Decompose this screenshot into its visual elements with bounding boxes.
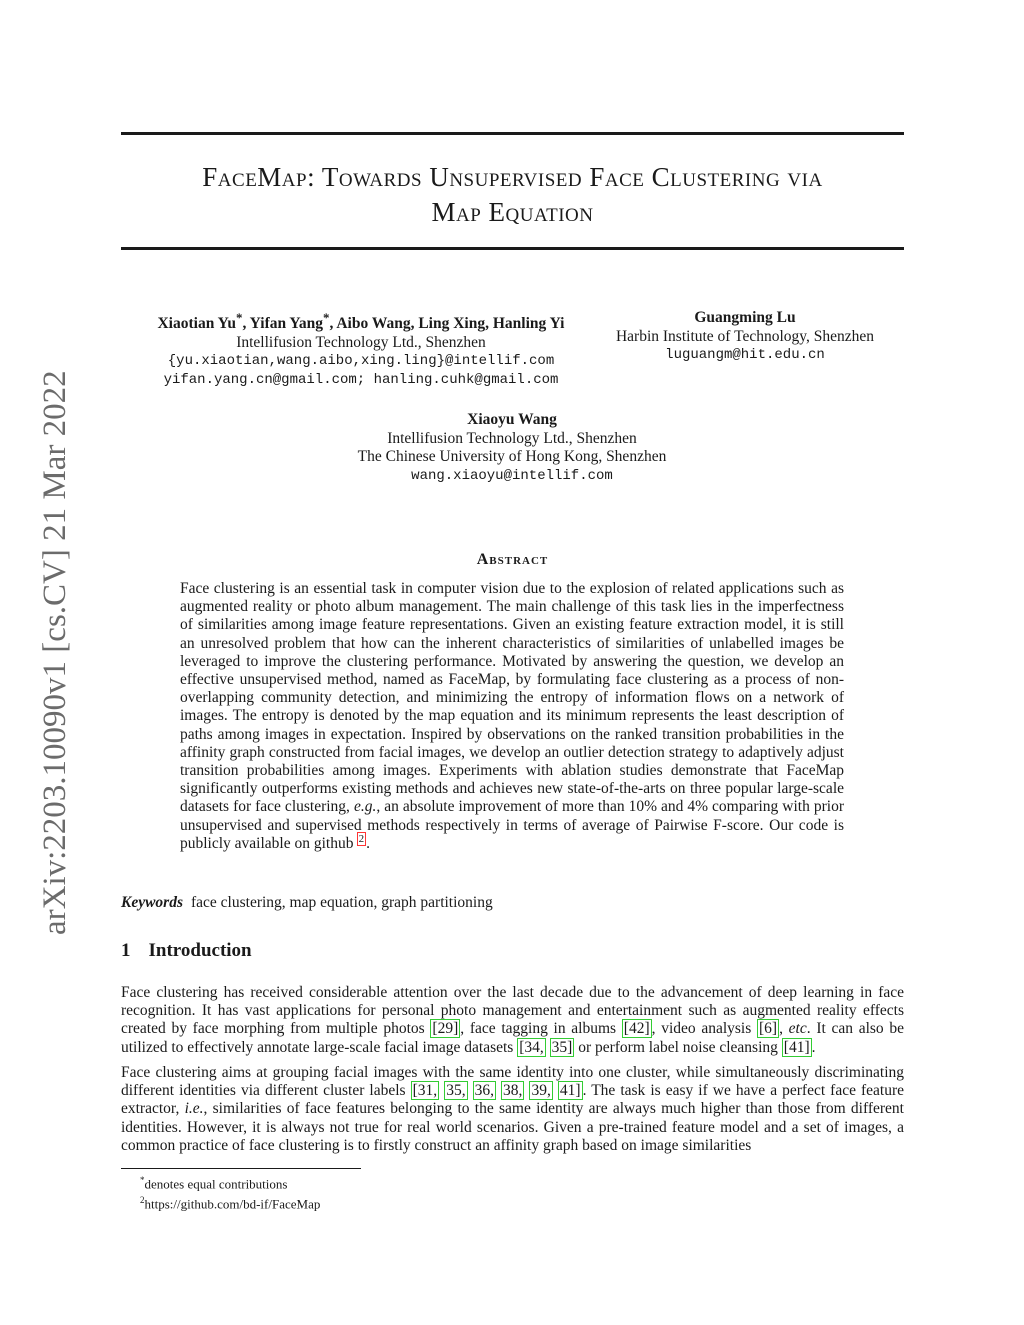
author-email[interactable]: wang.xiaoyu@intellif.com: [411, 467, 613, 484]
abstract-heading: [121, 551, 904, 569]
section-heading-introduction: [121, 940, 252, 962]
author-group-3: [300, 411, 724, 485]
keywords-list: face clustering, map equation, graph partitioning: [191, 894, 493, 911]
author-affiliation: Intellifusion Technology Ltd., Shenzhen: [236, 333, 486, 351]
author-name: ,: [242, 315, 250, 333]
paragraph-text: . The task is easy if we have a perfect face feature extractor,: [121, 1082, 905, 1118]
citation-link[interactable]: 36,: [474, 1082, 494, 1100]
footnotes: [140, 1172, 320, 1213]
paragraph-text: , face tagging in albums: [460, 1020, 622, 1038]
footnote-2: [140, 1192, 320, 1212]
paragraph-text: , video analysis: [651, 1020, 757, 1038]
citation-link[interactable]: 39,: [531, 1082, 551, 1100]
author-names-1: Xiaotian Yu*, Yifan Yang*, Aibo Wang, Ling Xing, Hanling Yi: [157, 310, 565, 333]
keywords-line: [121, 894, 904, 912]
section-title: Introduction: [148, 940, 252, 961]
author-affiliation: Harbin Institute of Technology, Shenzhen: [615, 327, 875, 345]
citation-link[interactable]: [34,: [519, 1038, 544, 1056]
author-affiliation: The Chinese University of Hong Kong, Shenzhen: [357, 448, 667, 465]
abstract-eg: e.g.: [353, 798, 377, 816]
citation-link[interactable]: 35,: [446, 1082, 466, 1100]
paragraph-text: Face clustering aims at grouping facial images with the same identity into one cluster, while simultaneously discriminating different identities via different cluster labels: [121, 1064, 904, 1100]
author-email[interactable]: yifan.yang.cn@gmail.com; hanling.cuhk@gmail.com: [163, 371, 559, 388]
abstract-body: [180, 580, 844, 853]
keywords-label: Keywords: [121, 894, 183, 911]
title-bottom-rule: [121, 247, 904, 250]
paper-title: [121, 160, 904, 230]
citation-link[interactable]: [41]: [783, 1038, 810, 1056]
title-line-1: FaceMap: Towards Unsupervised Face Clustering via: [202, 162, 823, 192]
author-name: Xiaotian Yu: [157, 315, 237, 333]
title-line-2: Map Equation: [431, 197, 594, 227]
citation-link[interactable]: 38,: [503, 1082, 523, 1100]
citation-link[interactable]: [31,: [412, 1082, 438, 1100]
abstract-text: , an absolute improvement of more than 10% and 4% comparing with prior unsupervised and supervised methods respectively in terms of average of Pairwise F-score. Our code is publicly available on github: [180, 798, 844, 852]
arxiv-stamp: arXiv:2203.10090v1 [cs.CV] 21 Mar 2022: [37, 370, 73, 935]
citation-link[interactable]: 41]: [559, 1082, 581, 1100]
author-email[interactable]: {yu.xiaotian,wang.aibo,xing.ling}@intellif.com: [167, 353, 555, 370]
footnote-mark: 2: [140, 1195, 145, 1206]
abstract-heading-text: Abstract: [476, 551, 549, 568]
paragraph-text: . It can also be utilized to effectively annotate large-scale facial image datasets: [121, 1020, 905, 1056]
citation-link[interactable]: [29]: [432, 1020, 459, 1038]
footnote-url[interactable]: https://github.com/bd-if/FaceMap: [144, 1196, 321, 1212]
section-number: 1: [121, 940, 131, 961]
author-email[interactable]: luguangm@hit.edu.cn: [665, 347, 825, 363]
author-name: Yifan Yang: [249, 315, 324, 333]
paragraph-text: .: [811, 1038, 816, 1056]
author-names-3: Xiaoyu Wang: [467, 411, 557, 428]
citation-link[interactable]: [42]: [623, 1020, 650, 1038]
footnote-mark: *: [140, 1175, 145, 1185]
paragraph-text: Face clustering has received considerable attention over the last decade due to the advancement of deep learning in face recognition. It has vast applications for personal photo management and entertainment such as augmented reality effects created by face morphing from multiple photos: [121, 984, 904, 1038]
paragraph-text: ,: [779, 1020, 789, 1038]
paragraph-text: or perform label noise cleansing: [574, 1038, 782, 1056]
intro-paragraph-1: [121, 984, 904, 1057]
abstract-end: .: [366, 834, 370, 852]
citation-link[interactable]: [6]: [758, 1020, 778, 1038]
footnote-1: [140, 1172, 320, 1192]
intro-paragraph-2: [121, 1064, 904, 1155]
footnote-text: denotes equal contributions: [144, 1176, 288, 1192]
paragraph-ie: i.e.: [184, 1100, 204, 1118]
author-names-2: Guangming Lu: [694, 309, 796, 326]
paragraph-text: , similarities of face features belonging to the same identity are always much higher than those from different identities. However, it is always not true for real world scenarios. Given a pre-trained feature model and a set of images, a common practice of face clustering is to firstly construct an affinity graph based on image similarities: [121, 1100, 904, 1154]
paragraph-etc: etc: [788, 1020, 807, 1038]
footnote-link-2[interactable]: 2: [358, 832, 365, 845]
author-affiliation: Intellifusion Technology Ltd., Shenzhen: [387, 429, 637, 447]
title-top-rule: [121, 132, 904, 135]
author-group-1: [121, 309, 601, 389]
footnote-rule: [121, 1168, 361, 1169]
citation-link[interactable]: 35]: [551, 1038, 573, 1056]
abstract-text: Face clustering is an essential task in computer vision due to the explosion of related applications such as augmented reality or photo album management. The main challenge of this task lies in the imperfectness of similarities among image feature representations. Given an existing feature extraction model, it is still an unresolved problem that how can the inherent characteristics of similarities of unlabelled images be leveraged to improve the clustering performance. Motivated by answering the question, we develop an effective unsupervised method, named as FaceMap, by formulating face clustering as a process of non-overlapping community detection, and minimizing the entropy of information flows on a network of images. The entropy is denoted by the map equation and its minimum represents the least description of paths among images in expectation. Inspired by observations on the ranked transition probabilities in the affinity graph constructed from facial images, we develop an outlier detection strategy to adaptively adjust transition probabilities among images. Experiments with ablation studies demonstrate that FaceMap significantly outperforms existing methods and achieves new state-of-the-arts on three popular large-scale datasets for face clustering,: [180, 580, 844, 816]
author-group-2: [600, 309, 890, 365]
author-name: , Aibo Wang, Ling Xing, Hanling Yi: [329, 315, 565, 333]
